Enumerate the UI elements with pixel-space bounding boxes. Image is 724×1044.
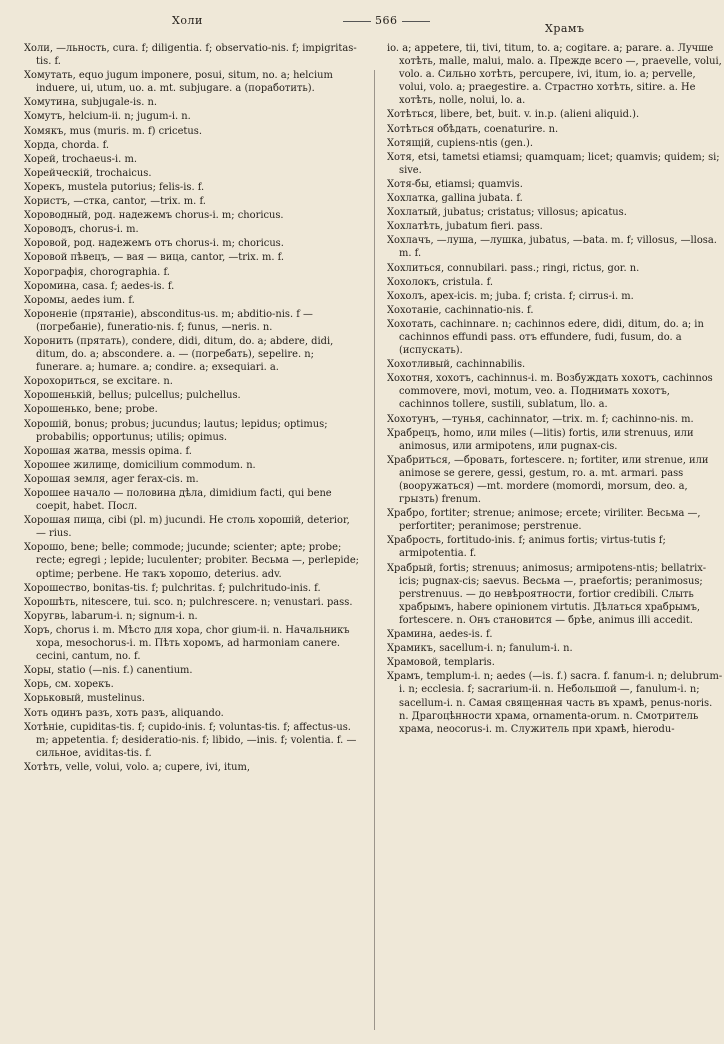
dictionary-entry: Хохотливый, cachinnabilis.	[387, 359, 526, 371]
dictionary-entry: Холи, —льность, cura. f; diligentia. f; observatio-nis. f; impigritas-tis. f.	[24, 43, 357, 68]
column-divider	[374, 70, 375, 1030]
dictionary-entry: Хорь, см. хорекъ.	[24, 679, 114, 691]
dictionary-entry: Храбрость, fortitudo-inis. f; animus fortis; virtus-tutis f; armipotentia. f.	[387, 535, 666, 560]
dictionary-entry: Хохолъ, apex-icis. m; juba. f; crista. f; cirrus-i. m.	[387, 290, 634, 302]
dictionary-entry: Хотѣть, velle, volui, volo. a; cupere, ivi, itum,	[24, 761, 250, 773]
dictionary-entry: Хорда, chorda. f.	[24, 139, 110, 151]
dictionary-entry: Хороводъ, chorus-i. m.	[24, 224, 139, 236]
dictionary-entry: Хоровой пѣвецъ, — вая — вица, cantor, —trix. m. f.	[24, 252, 285, 264]
dictionary-entry: Храмовой, templaris.	[387, 657, 495, 669]
dictionary-entry: Хороводный, род. надежемъ chorus-i. m; choricus.	[24, 210, 284, 222]
dictionary-entry: Хотя-бы, etiamsi; quamvis.	[387, 178, 523, 190]
dictionary-entry: Хоровой, род. надежемъ отъ chorus-i. m; choricus.	[24, 238, 284, 250]
dictionary-entry: Хоругвь, labarum-i. n; signum-i. n.	[24, 610, 198, 622]
dictionary-entry: Хоръ, chorus i. m. Мѣсто для хора, chor gium-ii. n. Начальникъ хора, mesochorus-i. m. Пѣть хоромъ, ad harmoniam canere. cecini, cantum, no. f.	[24, 624, 350, 663]
dictionary-entry: Хоть одинъ разъ, хоть разъ, aliquando.	[24, 707, 224, 719]
dictionary-entry: Хороненіе (прятаніе), absconditus-us. m; abditio-nis. f — (погребаніе), funeratio-nis. f; funus, —neris. n.	[24, 308, 313, 333]
dictionary-entry: Хохотня, хохотъ, cachinnus-i. m. Возбуждать хохотъ, cachinnos commovere, movi, motum, veo. a. Поднимать хохотъ, cachinnos tollere, sustili, sublatum, llo. a.	[387, 373, 713, 411]
dictionary-entry: Хорошая жатва, messis opima. f.	[24, 445, 192, 457]
dictionary-entry: io. a; appetere, tii, tivi, titum, to. a; cogitare. a; parare. a. Лучше хотѣть, malle, malui, malo. a. Прежде всего —, praevelle, volui, volo. a. Сильно хотѣть, percupere, ivi, itum, io. a; pervelle, volui, volo. a; praegestire. a. Страстно хотѣть, sitire. a. Не хотѣть, nolle, nolui, lo. a.	[387, 43, 722, 107]
dictionary-entry: Хорей, trochaeus-i. m.	[24, 153, 137, 165]
dictionary-entry: Хотящій, cupiens-ntis (gen.).	[387, 137, 534, 149]
dictionary-entry: Хотѣться обѣдать, coenaturire. n.	[387, 123, 559, 135]
dictionary-entry: Хохотать, cachinnare. n; cachinnos edere, didi, ditum, do. a; in cachinnos effundi pass. отъ effundere, fudi, fusum, do. a (испускать).	[387, 318, 704, 357]
dictionary-entry: Хорошенько, bene; probe.	[24, 404, 158, 416]
dictionary-entry: Хорошая пища, cibi (pl. m) jucundi. Не столь хорошій, deterior, — rius.	[24, 515, 350, 540]
dictionary-entry: Хохлиться, connubilari. pass.; ringi, rictus, gor. n.	[387, 262, 640, 274]
dictionary-entry: Храмикъ, sacellum-i. n; fanulum-i. n.	[387, 643, 573, 655]
dictionary-entry: Хохлатый, jubatus; cristatus; villosus; apicatus.	[387, 207, 627, 219]
dictionary-entry: Хорошій, bonus; probus; jucundus; lautus; lepidus; optimus; probabilis; opportunus; utilis; opimus.	[24, 418, 328, 443]
dictionary-entry: Храмъ, templum-i. n; aedes (—is. f.) sacra. f. fanum-i. n; delubrum-i. n; ecclesia. f; sacrarium-ii. n. Небольшой —, fanulum-i. n; sacellum-i. n. Самая священная часть въ храмѣ, penus-noris. n. Драгоцѣнности храма, ornamenta-orum. n. Смотритель храма, neocorus-i. m. Служитель при храмѣ, hierodu-	[387, 671, 723, 735]
dictionary-entry: Хохотаніе, cachinnatio-nis. f.	[387, 304, 534, 316]
dictionary-entry: Хомутать, equo jugum imponere, posui, situm, no. a; helcium induere, ui, utum, uo. a. mt. subjugare. a (поработить).	[24, 70, 333, 95]
dictionary-entry: Хорекъ, mustela putorius; felis-is. f.	[24, 181, 205, 193]
dictionary-entry: Хорошее начало — половина дѣла, dimidium facti, qui bene coepit, habet. Посл.	[24, 488, 332, 513]
dictionary-entry: Хомутина, subjugale-is. n.	[24, 97, 157, 109]
dictionary-entry: Хорохориться, se excitare. n.	[24, 376, 173, 388]
dictionary-entry: Хорошество, bonitas-tis. f; pulchritas. f; pulchritudo-inis. f.	[24, 582, 321, 594]
left-column	[24, 42, 360, 775]
dictionary-entry: Хотѣніе, cupiditas-tis. f; cupido-inis. f; voluntas-tis. f; affectus-us. m; appetentia. f; desideratio-nis. f; libido, —inis. f; volentia. f. — сильное, aviditas-tis. f.	[24, 721, 357, 759]
dictionary-entry: Храбрый, fortis; strenuus; animosus; armipotens-ntis; bellatrix-icis; pugnax-cis; saevus. Весьма —, praefortis; peranimosus; perstrenuus. — до невѣроятности, fortior credibili. Слыть храбрымъ, habere opinionem virtutis. Дѣлаться храбрымъ, fortescere. n. Онъ становится — брѣе, animus illi accedit.	[387, 562, 707, 626]
header-left-guide-word: Холи	[172, 14, 203, 27]
dictionary-entry: Хорошѣть, nitescere, tui. sco. n; pulchrescere. n; venustari. pass.	[24, 596, 353, 608]
page-number: 566	[339, 14, 434, 27]
dictionary-entry: Хорошенькій, bellus; pulcellus; pulchellus.	[24, 390, 241, 402]
dictionary-entry: Храбриться, —бровать, fortescere. n; fortiter, или strenue, или animose se gerere, gessi, gestum, ro. a. mt. armari. pass (вооружаться) —mt. mordere (momordi, morsum, deo. a, грызть) frenum.	[387, 454, 709, 506]
right-column	[387, 42, 723, 737]
header-right-guide-word: Храмъ	[545, 22, 585, 35]
dictionary-entry: Хорьковый, mustelinus.	[24, 693, 145, 705]
dictionary-entry: Хомякъ, mus (muris. m. f) cricetus.	[24, 125, 202, 137]
dictionary-entry: Хорошая земля, ager ferax-cis. m.	[24, 473, 199, 485]
dictionary-entry: Хохолокъ, cristula. f.	[387, 276, 494, 288]
dictionary-entry: Храбрецъ, homo, или miles (—litis) fortis, или strenuus, или animosus, или armipotens, или pugnax-cis.	[387, 427, 694, 452]
dictionary-entry: Храбро, fortiter; strenue; animose; ercete; viriliter. Весьма —, perfortiter; peranimose; perstrenue.	[387, 508, 701, 533]
dictionary-entry: Хохлачъ, —луша, —лушка, jubatus, —bata. m. f; villosus, —llosa. m. f.	[387, 235, 717, 260]
dictionary-entry: Хоромы, aedes ium. f.	[24, 294, 135, 306]
dictionary-entry: Хомутъ, helcium-ii. n; jugum-i. n.	[24, 111, 191, 123]
dictionary-entry: Хоронить (прятать), condere, didi, ditum, do. a; abdere, didi, ditum, do. a; abscondere. a. — (погребать), sepelire. n; funerare. a; humare. a; condire. a; exsequiari. a.	[24, 335, 334, 374]
dictionary-entry: Хорейческій, trochaicus.	[24, 167, 152, 179]
dictionary-entry: Хористъ, —стка, cantor, —trix. m. f.	[24, 196, 206, 208]
dictionary-entry: Хорографія, chorographia. f.	[24, 266, 170, 278]
dictionary-entry: Хохлатка, gallina jubata. f.	[387, 193, 523, 205]
dictionary-entry: Хоры, statio (—nis. f.) canentium.	[24, 665, 193, 677]
dictionary-entry: Хохотунъ, —тунья, cachinnator, —trix. m. f; cachinno-nis. m.	[387, 413, 694, 425]
dictionary-entry: Хотѣться, libere, bet, buit. v. in.p. (alieni aliquid.).	[387, 109, 640, 121]
dictionary-entry: Хоромина, casa. f; aedes-is. f.	[24, 280, 175, 292]
dictionary-entry: Хохлатѣть, jubatum fieri. pass.	[387, 221, 543, 233]
dictionary-entry: Хорошее жилище, domicilium commodum. n.	[24, 459, 256, 471]
dictionary-entry: Хорошо, bene; belle; commode; jucunde; scienter; apte; probe; recte; egregi ; lepide; luculenter; probiter. Весьма —, perlepide; optime; perbene. Не такъ хорошо, deterius. adv.	[24, 542, 359, 580]
dictionary-entry: Храмина, aedes-is. f.	[387, 629, 493, 641]
dictionary-entry: Хотя, etsi, tametsi etiamsi; quamquam; licet; quamvis; quidem; si; sive.	[387, 151, 720, 176]
